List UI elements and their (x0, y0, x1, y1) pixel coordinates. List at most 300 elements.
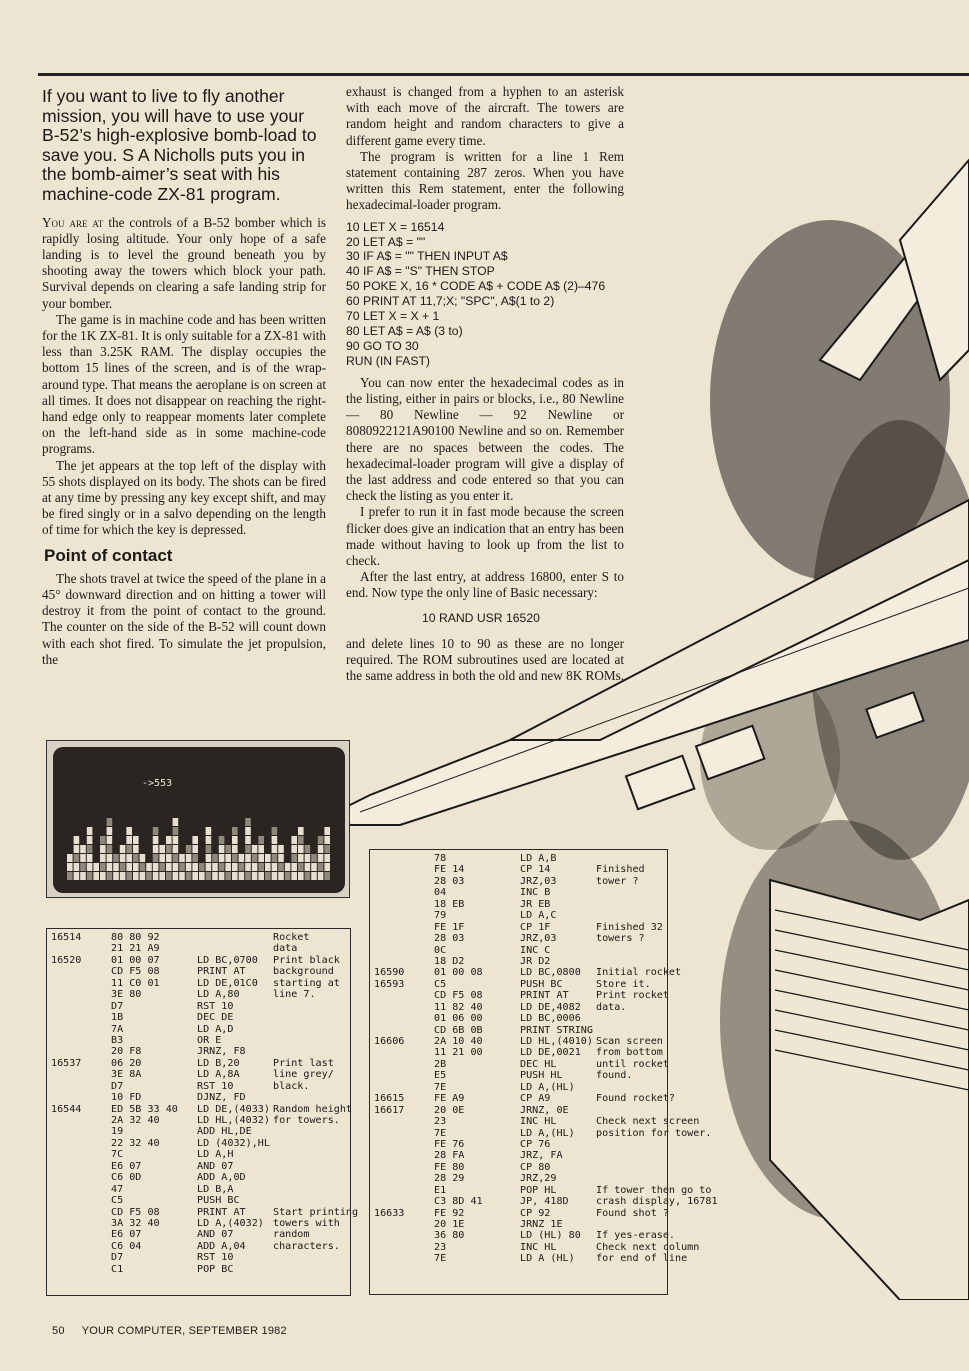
listing-row (370, 1116, 700, 1128)
listing-mnemonic: JRNZ 1E (520, 1219, 563, 1230)
code-listing-1 (46, 928, 359, 1296)
tower-block-cell (120, 854, 126, 862)
tower-block-cell (173, 827, 179, 835)
tower-block-cell (291, 836, 297, 844)
subheading: Point of contact (44, 545, 173, 565)
tower-block-cell (318, 854, 324, 862)
tower-block-cell (126, 836, 132, 844)
listing-comment: towers ? (596, 933, 645, 945)
listing-mnemonic: JR D2 (520, 955, 551, 967)
tower-block-cell (278, 872, 284, 880)
tower-block-cell (159, 854, 165, 862)
game-screen (47, 741, 351, 899)
listing-comment: line 7. (273, 989, 316, 1001)
tower-block-cell (166, 854, 172, 862)
listing-row (47, 1218, 350, 1229)
listing-address: 16606 (374, 1036, 405, 1047)
tower-block-cell (192, 863, 198, 871)
code-listing-2 (369, 849, 718, 1295)
listing-hex-code: 28 03 (434, 875, 465, 887)
tower-block-cell (245, 818, 251, 826)
tower-block-cell (67, 854, 73, 862)
listing-hex-code: FE 76 (434, 1138, 465, 1150)
tower-block-cell (272, 863, 278, 871)
tower-block-cell (186, 845, 192, 853)
listing-mnemonic: LD DE,01C0 (197, 977, 258, 989)
listing-row (370, 1013, 667, 1024)
listing-address: 16537 (51, 1057, 82, 1069)
listing-row (47, 978, 350, 989)
listing-comment: Print last (273, 1057, 334, 1069)
tower-block-cell (245, 845, 251, 853)
tower-block-cell (113, 863, 119, 871)
header-rule (38, 73, 969, 76)
tower-block-cell (239, 863, 245, 871)
listing-row (370, 922, 667, 933)
tower-block-cell (212, 863, 218, 871)
crt-frame (53, 747, 345, 893)
listing-hex-code: CD 6B 0B (434, 1024, 483, 1036)
listing-mnemonic: PUSH HL (520, 1070, 563, 1082)
tower-block-cell (245, 863, 251, 871)
tower-block-cell (245, 827, 251, 835)
listing-hex-code: 7E (434, 1081, 447, 1093)
listing-hex-code: 7E (434, 1127, 447, 1139)
tower-block-cell (298, 845, 304, 853)
tower-block-cell (159, 845, 165, 853)
listing-mnemonic: JRZ,03 (520, 933, 557, 945)
listing-address: 16593 (374, 978, 405, 990)
listing-hex-code: 11 C0 01 (111, 977, 160, 989)
listing-hex-code: ED 5B 33 40 (111, 1103, 178, 1115)
listing-hex-code: 3A 32 40 (111, 1217, 160, 1229)
listing-row (370, 853, 667, 864)
listing-mnemonic: LD DE,4082 (520, 1001, 581, 1013)
tower-block-cell (87, 845, 93, 853)
tower-block-cell (100, 872, 106, 880)
listing-hex-code: 01 06 00 (434, 1013, 483, 1025)
listing-hex-code: D7 (111, 1000, 124, 1012)
listing-row (47, 1161, 350, 1172)
listing-comment: data (273, 943, 298, 955)
tower-block-cell (166, 872, 172, 880)
tower-block-cell (80, 872, 86, 880)
listing-row (47, 966, 350, 977)
listing-row (370, 1196, 718, 1208)
listing-mnemonic: CP 92 (520, 1207, 551, 1219)
listing-row (47, 1264, 350, 1275)
listing-mnemonic: LD DE,0021 (520, 1047, 581, 1059)
listing-comment: Finished 32 (596, 921, 663, 933)
listing-hex-code: 23 (434, 1241, 447, 1253)
listing-row (370, 876, 667, 887)
tower-block-cell (206, 845, 212, 853)
tower-block-cell (265, 872, 271, 880)
tower-block-cell (298, 827, 304, 835)
tower-block-cell (278, 854, 284, 862)
listing-row (370, 864, 667, 875)
listing-hex-code: FE A9 (434, 1093, 465, 1105)
tower-block-cell (192, 854, 198, 862)
listing-hex-code: 80 80 92 (111, 932, 160, 943)
tower-block-cell (232, 872, 238, 880)
listing-mnemonic: PRINT AT (197, 1206, 246, 1218)
tower-block-cell (146, 872, 152, 880)
listing-comment: If tower then go to (596, 1184, 712, 1196)
listing-mnemonic: JRZ,03 (520, 875, 557, 887)
tower-block-cell (245, 836, 251, 844)
tower-block-cell (192, 845, 198, 853)
listing-row (370, 1070, 667, 1081)
listing-hex-code: 23 (434, 1116, 447, 1128)
tower-block-cell (133, 845, 139, 853)
tower-block-cell (153, 827, 159, 835)
listing-comment: found. (596, 1070, 633, 1082)
listing-comment: for towers. (273, 1115, 340, 1126)
listing-address: 16590 (374, 967, 405, 979)
tower-block-cell (153, 845, 159, 853)
listing-hex-code: B3 (111, 1034, 124, 1046)
listing-mnemonic: DJNZ, FD (197, 1092, 246, 1104)
listing-row (47, 1035, 350, 1046)
tower-block-cell (100, 845, 106, 853)
listing-mnemonic: JRZ,29 (520, 1173, 557, 1185)
article-intro: If you want to live to fly another mission, you will have to use your B-52’s high-explosive bomb-load to save you. S A Nicholls puts you in the bomb-aimer’s seat with his machine-code ZX-81 program. (42, 86, 317, 204)
paragraph: The shots travel at twice the speed of the plane in a 45° downward direction and on hitting a tower will destroy it from the point of contact to the ground. The counter on the side of the B-52 will count down with each shot fired. To simulate the jet propulsion, the (42, 570, 326, 667)
tower-block-cell (272, 872, 278, 880)
listing-mnemonic: DEC HL (520, 1058, 557, 1070)
listing-mnemonic: PRINT STRING (520, 1024, 593, 1036)
listing-row (370, 1047, 667, 1058)
tower-block-cell (153, 854, 159, 862)
listing-hex-code: 28 FA (434, 1150, 465, 1162)
listing-mnemonic: AND 07 (197, 1160, 234, 1172)
paragraph-text: the controls of a B-52 bomber which is rapidly losing altitude. Your only hope of a safe landing is to level the ground beneath you by shooting away the towers which block your path. Survival depends on clearing a safe landing strip for your bomber. (42, 214, 326, 311)
listing-row (47, 1001, 350, 1012)
listing-row (370, 956, 667, 967)
paragraph (42, 215, 326, 312)
listing-hex-code: 2A 32 40 (111, 1115, 160, 1126)
listing-hex-code: 36 80 (434, 1230, 465, 1242)
listing-row (47, 1241, 350, 1252)
tower-block-cell (67, 863, 73, 871)
listing-row (47, 1206, 359, 1218)
tower-block-cell (100, 863, 106, 871)
tower-block-cell (146, 863, 152, 871)
tower-block-cell (232, 845, 238, 853)
listing-row (47, 989, 350, 1000)
listing-hex-code: 2A 10 40 (434, 1036, 483, 1047)
listing-row (370, 887, 667, 898)
page-footer (52, 1325, 287, 1337)
tower-block-cell (153, 836, 159, 844)
tower-block-cell (173, 854, 179, 862)
listing-mnemonic: LD DE,(4033) (197, 1103, 270, 1115)
basic-command: 10 RAND USR 16520 (422, 610, 540, 625)
listing-comment: for end of line (596, 1253, 688, 1265)
listing-row (370, 1093, 676, 1105)
tower-block-cell (318, 845, 324, 853)
listing-comment: Found rocket? (596, 1093, 676, 1105)
listing-comment: If yes-erase. (596, 1230, 676, 1242)
listing-row (370, 1230, 676, 1242)
listing-mnemonic: CP A9 (520, 1093, 551, 1105)
listing-comment: Print black (273, 954, 340, 966)
listing-comment: tower ? (596, 875, 639, 887)
listing-row (47, 1046, 350, 1057)
listing-address: 16617 (374, 1104, 405, 1116)
tower-block-cell (298, 854, 304, 862)
listing-mnemonic: CP 80 (520, 1161, 551, 1173)
tower-block-cell (186, 872, 192, 880)
tower-block-cell (199, 863, 205, 871)
listing-address: 16633 (374, 1207, 405, 1219)
tower-block-cell (140, 854, 146, 862)
tower-block-cell (140, 872, 146, 880)
tower-block-cell (80, 854, 86, 862)
tower-block-cell (212, 872, 218, 880)
paragraph: You can now enter the hexadecimal codes as in the listing, either in pairs or blocks, i.e., 80 Newline — 80 Newline — 92 Newline or 8080922121A90100 Newline and so on. Remember there are no spaces between the codes. The hexadecimal-loader program will give a display of the last address and code entered so that you can check the listing as you enter it. (346, 374, 624, 504)
listing-hex-code: E6 07 (111, 1160, 142, 1172)
tower-block-cell (324, 827, 330, 835)
tower-block-cell (107, 818, 113, 826)
listing-comment: from bottom (596, 1047, 663, 1059)
basic-line: 60 PRINT AT 11,7;X; "SPC", A$(1 to 2) (346, 294, 555, 309)
listing-mnemonic: LD B,20 (197, 1057, 240, 1069)
tower-block-cell (291, 845, 297, 853)
listing-hex-code: 01 00 08 (434, 967, 483, 979)
listing-row (47, 955, 350, 966)
listing-hex-code: E6 07 (111, 1229, 142, 1241)
tower-block-cell (272, 845, 278, 853)
tower-block-cell (225, 872, 231, 880)
listing-hex-code: FE 80 (434, 1161, 465, 1173)
listing-mnemonic: LD A,(HL) (520, 1127, 575, 1139)
listing-comment: starting at (273, 977, 340, 989)
listing-hex-code: 01 00 07 (111, 954, 160, 966)
listing-hex-code: 3E 8A (111, 1069, 142, 1081)
tower-block-cell (324, 836, 330, 844)
listing-mnemonic: PRINT AT (520, 990, 569, 1002)
listing-comment: random (273, 1229, 310, 1241)
tower-block-cell (192, 836, 198, 844)
listing-hex-code: 11 21 00 (434, 1047, 483, 1059)
listing-mnemonic: DEC DE (197, 1012, 234, 1024)
listing-hex-code: FE 1F (434, 921, 465, 933)
tower-block-cell (324, 854, 330, 862)
listing-hex-code: 3E 80 (111, 989, 142, 1001)
tower-block-cell (74, 872, 80, 880)
listing-row (47, 1172, 350, 1183)
tower-block-cell (173, 845, 179, 853)
tower-block-cell (80, 845, 86, 853)
listing-mnemonic: LD HL,(4032) (197, 1115, 270, 1126)
tower-block-cell (324, 863, 330, 871)
listing-hex-code: 7A (111, 1023, 124, 1035)
page-number: 50 (52, 1325, 65, 1337)
listing-comment: towers with (273, 1217, 340, 1229)
listing-comment: crash display, 16781 (596, 1196, 718, 1208)
basic-line: 20 LET A$ = "" (346, 234, 426, 249)
listing-mnemonic: OR E (197, 1034, 222, 1046)
listing-comment: Scan screen (596, 1036, 663, 1047)
listing-row (370, 933, 667, 944)
tower-block-cell (232, 854, 238, 862)
listing-comment: Print rocket (596, 990, 669, 1002)
listing-hex-code: 7C (111, 1149, 124, 1161)
tower-block-cell (252, 845, 258, 853)
listing-hex-code: CD F5 08 (434, 990, 483, 1002)
tower-block-cell (126, 872, 132, 880)
listing-row (47, 1252, 350, 1263)
listing-hex-code: E1 (434, 1184, 447, 1196)
listing-comment: until rocket (596, 1058, 669, 1070)
listing-row (370, 1059, 667, 1070)
listing-hex-code: E5 (434, 1070, 447, 1082)
listing-row (370, 1184, 712, 1196)
tower-block-cell (173, 863, 179, 871)
tower-block-cell (133, 872, 139, 880)
tower-block-cell (318, 872, 324, 880)
tower-block-cell (272, 854, 278, 862)
tower-block-cell (87, 827, 93, 835)
basic-line: 30 IF A$ = "" THEN INPUT A$ (346, 249, 508, 264)
listing-mnemonic: LD A,H (197, 1149, 234, 1161)
listing-mnemonic: INC HL (520, 1241, 557, 1253)
listing-row (370, 1082, 667, 1093)
tower-block-cell (113, 854, 119, 862)
listing-hex-code: 78 (434, 853, 447, 864)
tower-block-cell (305, 845, 311, 853)
listing-comment: Check next screen (596, 1116, 700, 1128)
basic-line: 70 LET X = X + 1 (346, 309, 440, 324)
listing-hex-code: 18 EB (434, 898, 465, 910)
basic-line: 80 LET A$ = A$ (3 to) (346, 323, 463, 338)
listing-mnemonic: LD BC,0006 (520, 1013, 581, 1025)
tower-block-cell (219, 872, 225, 880)
listing-row (370, 1139, 667, 1150)
listing-mnemonic: ADD A,0D (197, 1172, 246, 1184)
tower-block-cell (186, 863, 192, 871)
listing-row (47, 1229, 350, 1240)
tower-block-cell (133, 863, 139, 871)
tower-block-cell (206, 854, 212, 862)
listing-mnemonic: LD A,B (520, 853, 557, 864)
listing-mnemonic: INC B (520, 887, 551, 899)
tower-block-cell (324, 845, 330, 853)
listing-mnemonic: LD (HL) 80 (520, 1230, 581, 1242)
listing-mnemonic: LD A,8A (197, 1069, 240, 1081)
tower-block-cell (126, 845, 132, 853)
listing-row (370, 1002, 667, 1013)
listing-row (47, 1103, 353, 1115)
lead-caps: You are at (42, 214, 104, 230)
listing-mnemonic: JRNZ, 0E (520, 1104, 569, 1116)
tower-block-cell (87, 872, 93, 880)
listing-mnemonic: LD A,D (197, 1023, 234, 1035)
tower-block-cell (252, 863, 258, 871)
listing-hex-code: 2B (434, 1058, 447, 1070)
tower-block-cell (212, 854, 218, 862)
listing-hex-code: FE 14 (434, 864, 465, 876)
game-screen-photo (46, 740, 350, 898)
tower-block-cell (265, 863, 271, 871)
tower-block-cell (305, 872, 311, 880)
tower-block-cell (120, 845, 126, 853)
listing-mnemonic: RST 10 (197, 1080, 234, 1092)
listing-row (47, 932, 350, 943)
tower-block-cell (153, 872, 159, 880)
tower-block-cell (107, 827, 113, 835)
listing-mnemonic: LD B,A (197, 1183, 234, 1195)
listing-hex-code: 0C (434, 944, 447, 956)
listing-mnemonic: PUSH BC (520, 978, 563, 990)
tower-block-cell (100, 836, 106, 844)
listing-row (370, 967, 682, 979)
listing-row (370, 1036, 667, 1047)
listing-hex-code: C5 (111, 1195, 124, 1207)
listing-mnemonic: LD (4032),HL (197, 1137, 270, 1149)
listing-mnemonic: LD A,(HL) (520, 1081, 575, 1093)
listing-hex-code: 20 0E (434, 1104, 465, 1116)
tower-block-cell (126, 827, 132, 835)
tower-block-cell (298, 872, 304, 880)
listing-hex-code: CD F5 08 (111, 1206, 160, 1218)
tower-block-cell (140, 863, 146, 871)
listing-row (370, 899, 667, 910)
paragraph: exhaust is changed from a hyphen to an asterisk with each move of the aircraft. The towers are random height and random characters to give a different game every time. (346, 84, 624, 148)
tower-block-cell (245, 872, 251, 880)
listing-hex-code: C1 (111, 1263, 124, 1275)
tower-block-cell (179, 863, 185, 871)
tower-block-cell (285, 863, 291, 871)
listing-hex-code: 28 29 (434, 1173, 465, 1185)
listing-row (47, 1138, 350, 1149)
tower-block-cell (298, 863, 304, 871)
listing-mnemonic: INC C (520, 944, 551, 956)
tower-block-cell (133, 854, 139, 862)
listing-row (370, 1162, 667, 1173)
listing-hex-code: C6 0D (111, 1172, 142, 1184)
listing-hex-code: 28 03 (434, 933, 465, 945)
tower-block-cell (166, 845, 172, 853)
shot-counter: ->553 (142, 778, 173, 789)
listing-hex-code: C5 (434, 978, 447, 990)
tower-block-cell (113, 872, 119, 880)
listing-mnemonic: POP HL (520, 1184, 557, 1196)
listing-comment: black. (273, 1080, 310, 1092)
tower-block-cell (291, 872, 297, 880)
listing-comment: Check next column (596, 1241, 700, 1253)
tower-block-cell (74, 854, 80, 862)
listing-mnemonic: LD A,80 (197, 989, 240, 1001)
tower-block-cell (258, 845, 264, 853)
listing-row (47, 943, 350, 954)
tower-block-cell (305, 854, 311, 862)
tower-block-cell (272, 836, 278, 844)
tower-block-cell (206, 863, 212, 871)
tower-block-cell (219, 863, 225, 871)
listing-mnemonic: LD A (HL) (520, 1253, 575, 1265)
tower-block-cell (153, 863, 159, 871)
tower-block-cell (318, 836, 324, 844)
tower-block-cell (225, 854, 231, 862)
listing-comment: Random height (273, 1103, 353, 1115)
tower-block-cell (173, 818, 179, 826)
listing-row (370, 990, 667, 1001)
listing-row (370, 1150, 667, 1161)
listing-row (370, 1253, 688, 1265)
